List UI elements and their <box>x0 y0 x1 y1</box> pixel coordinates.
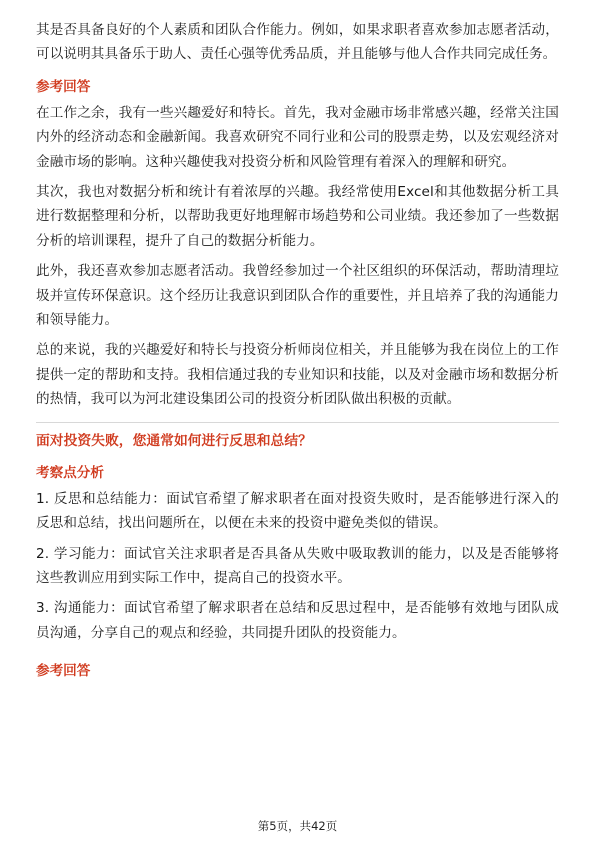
answer-heading: 参考回答 <box>36 78 91 95</box>
question-title: 面对投资失败，您通常如何进行反思和总结？ <box>36 432 312 449</box>
analysis-point: 2. 学习能力：面试官关注求职者是否具备从失败中吸取教训的能力，以及是否能够将这些教训应用到实际工作中，提高自己的投资水平。 <box>36 545 559 586</box>
section-divider <box>36 422 559 423</box>
answer-paragraph: 其次，我也对数据分析和统计有着浓厚的兴趣。我经常使用Excel和其他数据分析工具进行数据整理和分析，以帮助我更好地理解市场趋势和公司业绩。我还参加了一些数据分析的培训课程，提升了自己的数据分析能力。 <box>36 184 559 249</box>
analysis-point: 3. 沟通能力：面试官希望了解求职者在总结和反思过程中，是否能够有效地与团队成员沟通，分享自己的观点和经验，共同提升团队的投资能力。 <box>36 600 559 641</box>
page-footer: 第5页，共42页 <box>257 819 338 833</box>
analysis-heading: 考察点分析 <box>36 464 104 481</box>
analysis-point: 1. 反思和总结能力：面试官希望了解求职者在面对投资失败时，是否能够进行深入的反思和总结，找出问题所在，以便在未来的投资中避免类似的错误。 <box>36 490 559 532</box>
answer-heading: 参考回答 <box>36 663 91 680</box>
intro-paragraph: 其是否具备良好的个人素质和团队合作能力。例如，如果求职者喜欢参加志愿者活动，可以说明其具备乐于助人、责任心强等优秀品质，并且能够与他人合作共同完成任务。 <box>36 22 559 63</box>
document-page <box>36 18 559 685</box>
answer-paragraph: 总的来说，我的兴趣爱好和特长与投资分析师岗位相关，并且能够为我在岗位上的工作提供一定的帮助和支持。我相信通过我的专业知识和技能，以及对金融市场和数据分析的热情，我可以为河北建设集团公司的投资分析团队做出积极的贡献。 <box>36 342 559 408</box>
answer-paragraph: 此外，我还喜欢参加志愿者活动。我曾经参加过一个社区组织的环保活动，帮助清理垃圾并宣传环保意识。这个经历让我意识到团队合作的重要性，并且培养了我的沟通能力和领导能力。 <box>36 263 559 329</box>
answer-paragraph: 在工作之余，我有一些兴趣爱好和特长。首先，我对金融市场非常感兴趣，经常关注国内外的经济动态和金融新闻。我喜欢研究不同行业和公司的股票走势，以及宏观经济对金融市场的影响。这种兴趣使我对投资分析和风险管理有着深入的理解和研究。 <box>36 104 559 170</box>
